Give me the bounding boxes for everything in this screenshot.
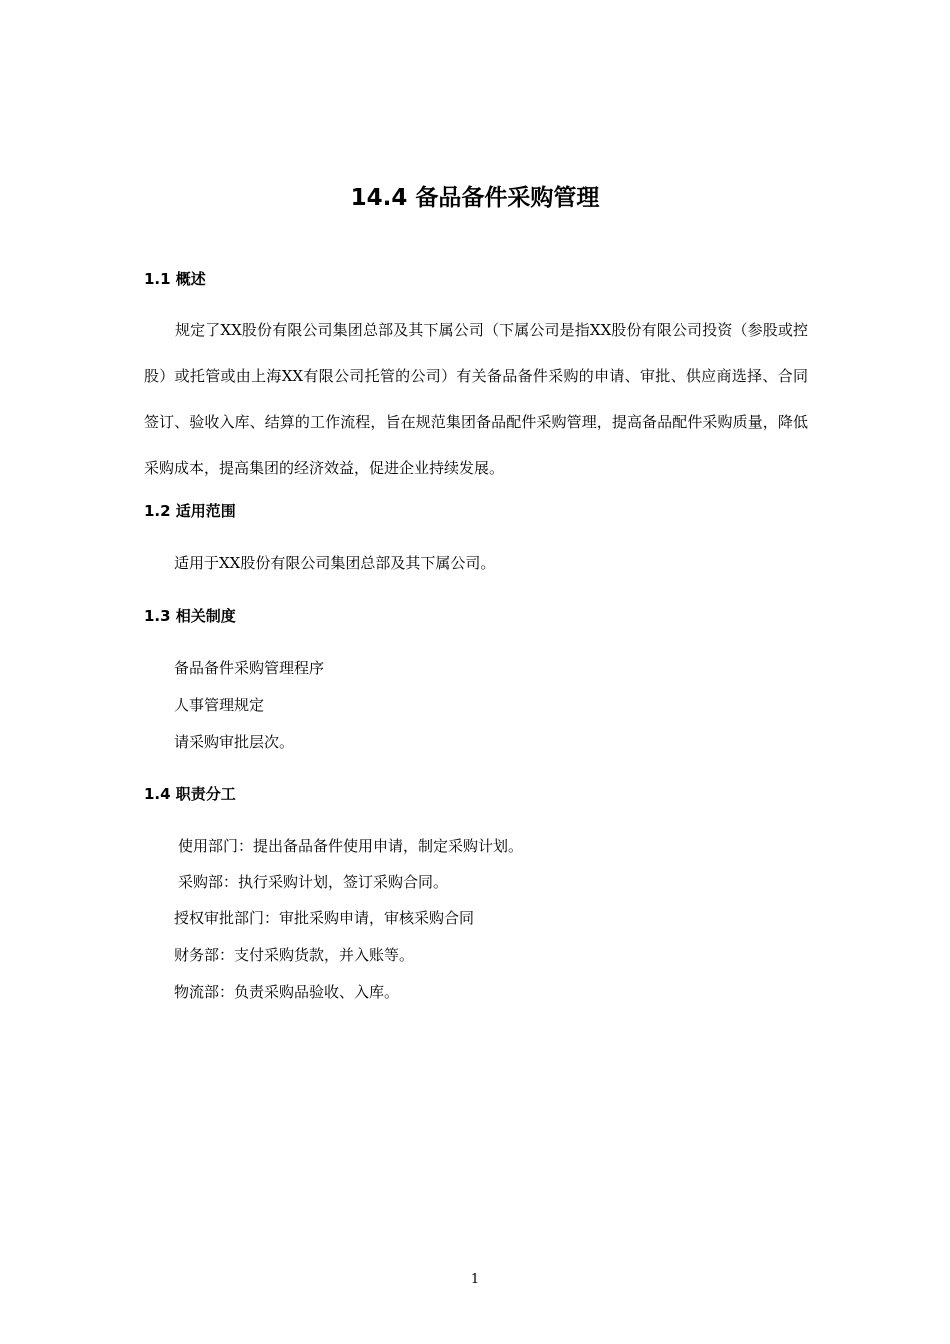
responsibility-item: 采购部：执行采购计划，签订采购合同。: [178, 873, 449, 891]
section-heading-scope: 1.2 适用范围: [144, 502, 236, 520]
responsibility-item: 使用部门：提出备品备件使用申请，制定采购计划。: [178, 837, 524, 855]
responsibility-item: 物流部：负责采购品验收、入库。: [174, 983, 400, 1001]
related-rule-item: 人事管理规定: [174, 696, 265, 714]
document-title: 14.4 备品备件采购管理: [350, 185, 600, 211]
related-rule-item: 请采购审批层次。: [174, 733, 295, 751]
section-heading-related-rules: 1.3 相关制度: [144, 607, 236, 625]
page-number: 1: [470, 1272, 480, 1287]
responsibility-item: 授权审批部门：审批采购申请，审核采购合同: [174, 909, 475, 927]
scope-line: 适用于XX股份有限公司集团总部及其下属公司。: [174, 554, 496, 572]
responsibility-item: 财务部：支付采购货款，并入账等。: [174, 946, 415, 964]
section-heading-overview: 1.1 概述: [144, 270, 206, 288]
section-heading-responsibilities: 1.4 职责分工: [144, 785, 236, 803]
overview-paragraph: 规定了XX股份有限公司集团总部及其下属公司（下属公司是指XX股份有限公司投资（参股或控股）或托管或由上海XX有限公司托管的公司）有关备品备件采购的申请、审批、供应商选择、合同签订、验收入库、结算的工作流程，旨在规范集团备品配件采购管理，提高备品配件采购质量，降低采购成本，提高集团的经济效益，促进企业持续发展。: [144, 321, 808, 477]
related-rule-item: 备品备件采购管理程序: [174, 659, 325, 677]
